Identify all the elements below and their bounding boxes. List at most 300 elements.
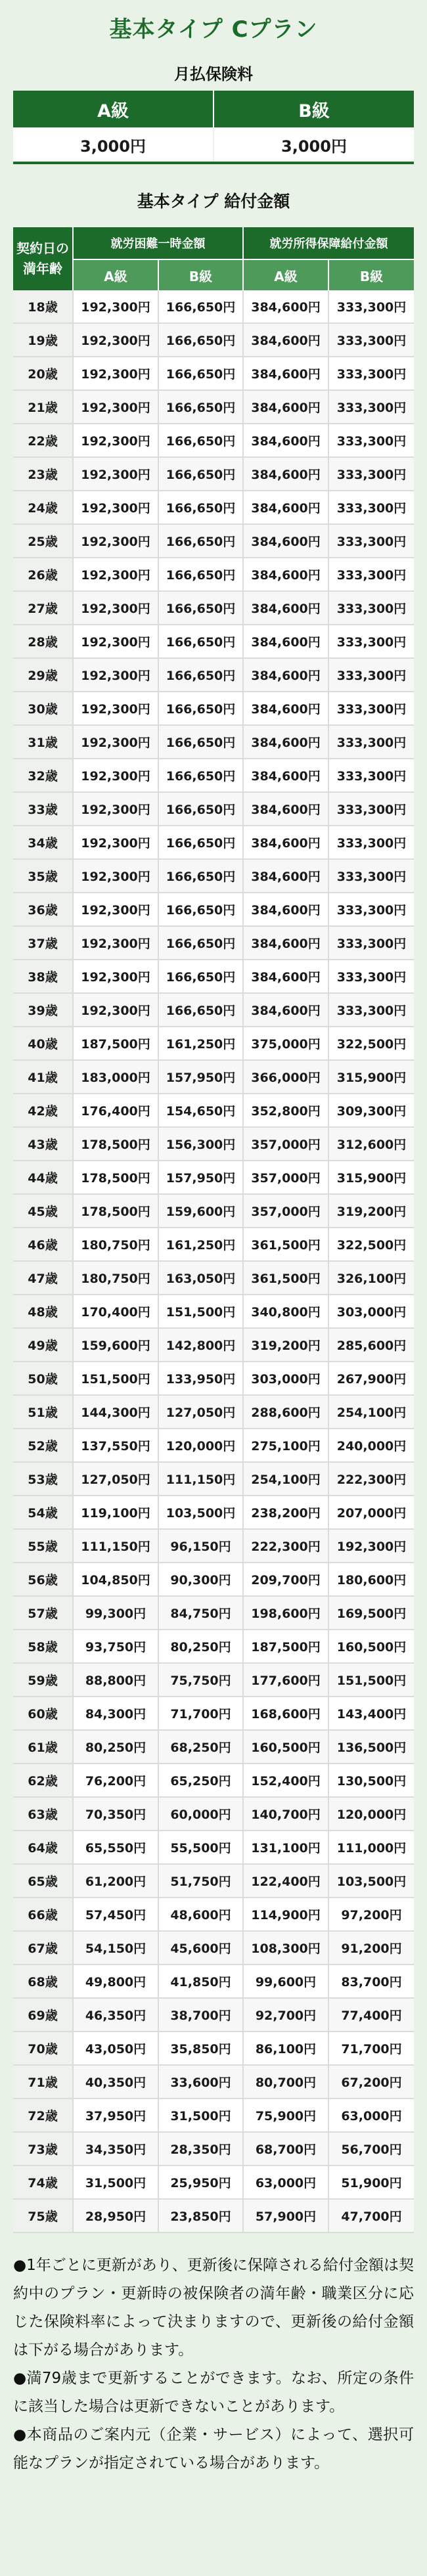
amount-cell: 51,900円 (329, 2166, 414, 2200)
age-cell: 75歳 (13, 2200, 74, 2233)
table-row (13, 1128, 414, 1161)
amount-cell: 60,000円 (159, 1798, 244, 1831)
amount-cell: 63,000円 (329, 2099, 414, 2133)
amount-cell: 57,450円 (74, 1898, 159, 1932)
amount-cell: 159,600円 (159, 1195, 244, 1228)
note-plan-selection: ●本商品のご案内元（企業・サービス）によって、選択可能なプランが指定されている場合があります。 (13, 2426, 414, 2472)
amount-cell: 333,300円 (329, 793, 414, 826)
age-cell: 36歳 (13, 893, 74, 927)
age-cell: 29歳 (13, 659, 74, 692)
amount-cell: 176,400円 (74, 1094, 159, 1128)
table-row (13, 927, 414, 960)
amount-cell: 130,500円 (329, 1764, 414, 1798)
amount-cell: 180,600円 (329, 1563, 414, 1597)
table-row (13, 1463, 414, 1496)
age-cell: 73歳 (13, 2133, 74, 2166)
table-row (13, 525, 414, 558)
amount-cell: 183,000円 (74, 1061, 159, 1094)
age-cell: 74歳 (13, 2166, 74, 2200)
amount-cell: 303,000円 (329, 1295, 414, 1329)
amount-cell: 133,950円 (159, 1362, 244, 1396)
amount-cell: 83,700円 (329, 1965, 414, 1999)
amount-cell: 192,300円 (74, 491, 159, 525)
amount-cell: 76,200円 (74, 1764, 159, 1798)
age-cell: 65歳 (13, 1865, 74, 1898)
table-row (13, 1597, 414, 1630)
amount-cell: 46,350円 (74, 1999, 159, 2032)
amount-cell: 151,500円 (159, 1295, 244, 1329)
sub-header-lump-b: B級 (159, 259, 244, 290)
amount-cell: 166,650円 (159, 424, 244, 458)
table-row (13, 793, 414, 826)
age-cell: 51歳 (13, 1396, 74, 1429)
amount-cell: 384,600円 (244, 793, 329, 826)
amount-cell: 99,300円 (74, 1597, 159, 1630)
amount-cell: 120,000円 (329, 1798, 414, 1831)
amount-cell: 166,650円 (159, 458, 244, 491)
table-row (13, 2166, 414, 2200)
benefit-rows (13, 290, 414, 2233)
amount-cell: 65,250円 (159, 1764, 244, 1798)
amount-cell: 340,800円 (244, 1295, 329, 1329)
table-row (13, 558, 414, 592)
table-row (13, 1228, 414, 1262)
amount-cell: 67,200円 (329, 2066, 414, 2099)
amount-cell: 143,400円 (329, 1697, 414, 1731)
amount-cell: 333,300円 (329, 458, 414, 491)
age-cell: 30歳 (13, 692, 74, 726)
table-row (13, 1262, 414, 1295)
amount-cell: 384,600円 (244, 424, 329, 458)
amount-cell: 136,500円 (329, 1731, 414, 1764)
amount-cell: 384,600円 (244, 994, 329, 1027)
amount-cell: 65,550円 (74, 1831, 159, 1865)
age-header-label: 契約日の満年齢 (16, 240, 69, 277)
amount-cell: 80,700円 (244, 2066, 329, 2099)
notes (0, 2252, 427, 2477)
amount-cell: 166,650円 (159, 625, 244, 659)
amount-cell: 170,400円 (74, 1295, 159, 1329)
table-row (13, 860, 414, 893)
amount-cell: 326,100円 (329, 1262, 414, 1295)
amount-cell: 96,150円 (159, 1530, 244, 1563)
age-cell: 43歳 (13, 1128, 74, 1161)
age-cell: 22歳 (13, 424, 74, 458)
group-header-lump-sum: 就労困難一時金額 (74, 227, 244, 259)
table-row (13, 1362, 414, 1396)
age-cell: 54歳 (13, 1496, 74, 1530)
table-row (13, 625, 414, 659)
amount-cell: 166,650円 (159, 391, 244, 424)
amount-cell: 56,700円 (329, 2133, 414, 2166)
amount-cell: 166,650円 (159, 290, 244, 324)
amount-cell: 127,050円 (74, 1463, 159, 1496)
amount-cell: 55,500円 (159, 1831, 244, 1865)
age-cell: 41歳 (13, 1061, 74, 1094)
amount-cell: 151,500円 (329, 1664, 414, 1697)
amount-cell: 238,200円 (244, 1496, 329, 1530)
age-cell: 26歳 (13, 558, 74, 592)
amount-cell: 144,300円 (74, 1396, 159, 1429)
amount-cell: 288,600円 (244, 1396, 329, 1429)
amount-cell: 384,600円 (244, 525, 329, 558)
amount-cell: 192,300円 (74, 324, 159, 357)
amount-cell: 384,600円 (244, 692, 329, 726)
amount-cell: 166,650円 (159, 659, 244, 692)
table-row (13, 692, 414, 726)
amount-cell: 71,700円 (159, 1697, 244, 1731)
age-cell: 46歳 (13, 1228, 74, 1262)
table-row (13, 1831, 414, 1865)
amount-cell: 159,600円 (74, 1329, 159, 1362)
amount-cell: 34,350円 (74, 2133, 159, 2166)
amount-cell: 384,600円 (244, 357, 329, 391)
note-max-age: ●満79歳まで更新することができます。なお、所定の条件に該当した場合は更新できないことがあります。 (13, 2370, 414, 2415)
age-cell: 70歳 (13, 2032, 74, 2066)
amount-cell: 57,900円 (244, 2200, 329, 2233)
amount-cell: 161,250円 (159, 1228, 244, 1262)
amount-cell: 384,600円 (244, 927, 329, 960)
amount-cell: 28,950円 (74, 2200, 159, 2233)
amount-cell: 357,000円 (244, 1128, 329, 1161)
amount-cell: 192,300円 (74, 793, 159, 826)
amount-cell: 23,850円 (159, 2200, 244, 2233)
amount-cell: 384,600円 (244, 893, 329, 927)
table-row (13, 1094, 414, 1128)
age-cell: 35歳 (13, 860, 74, 893)
amount-cell: 333,300円 (329, 759, 414, 793)
age-cell: 31歳 (13, 726, 74, 759)
amount-cell: 333,300円 (329, 324, 414, 357)
amount-cell: 384,600円 (244, 860, 329, 893)
amount-cell: 192,300円 (74, 860, 159, 893)
amount-cell: 333,300円 (329, 860, 414, 893)
amount-cell: 333,300円 (329, 592, 414, 625)
table-row (13, 893, 414, 927)
sub-header-lump-a: A級 (74, 259, 159, 290)
table-row (13, 424, 414, 458)
table-row (13, 1664, 414, 1697)
benefit-table (13, 227, 414, 2233)
amount-cell: 168,600円 (244, 1697, 329, 1731)
table-row (13, 1697, 414, 1731)
amount-cell: 111,150円 (159, 1463, 244, 1496)
table-row (13, 1764, 414, 1798)
table-row (13, 2066, 414, 2099)
sub-header-income-a: A級 (244, 259, 329, 290)
age-cell: 38歳 (13, 960, 74, 994)
amount-cell: 192,300円 (74, 424, 159, 458)
amount-cell: 322,500円 (329, 1027, 414, 1061)
amount-cell: 90,300円 (159, 1563, 244, 1597)
age-cell: 32歳 (13, 759, 74, 793)
table-row (13, 826, 414, 860)
age-cell: 25歳 (13, 525, 74, 558)
amount-cell: 333,300円 (329, 927, 414, 960)
amount-cell: 333,300円 (329, 491, 414, 525)
amount-cell: 152,400円 (244, 1764, 329, 1798)
amount-cell: 68,250円 (159, 1731, 244, 1764)
amount-cell: 160,500円 (244, 1731, 329, 1764)
amount-cell: 192,300円 (74, 759, 159, 793)
amount-cell: 160,500円 (329, 1630, 414, 1664)
amount-cell: 187,500円 (244, 1630, 329, 1664)
age-cell: 24歳 (13, 491, 74, 525)
amount-cell: 119,100円 (74, 1496, 159, 1530)
age-cell: 59歳 (13, 1664, 74, 1697)
amount-cell: 319,200円 (244, 1329, 329, 1362)
age-cell: 56歳 (13, 1563, 74, 1597)
amount-cell: 333,300円 (329, 558, 414, 592)
table-row (13, 1429, 414, 1463)
amount-cell: 192,300円 (74, 357, 159, 391)
amount-cell: 92,700円 (244, 1999, 329, 2032)
amount-cell: 192,300円 (74, 927, 159, 960)
amount-cell: 166,650円 (159, 726, 244, 759)
age-cell: 48歳 (13, 1295, 74, 1329)
age-cell: 50歳 (13, 1362, 74, 1396)
amount-cell: 384,600円 (244, 391, 329, 424)
amount-cell: 61,200円 (74, 1865, 159, 1898)
table-row (13, 2099, 414, 2133)
age-cell: 58歳 (13, 1630, 74, 1664)
age-cell: 20歳 (13, 357, 74, 391)
amount-cell: 166,650円 (159, 960, 244, 994)
amount-cell: 166,650円 (159, 357, 244, 391)
amount-cell: 187,500円 (74, 1027, 159, 1061)
table-row (13, 1898, 414, 1932)
amount-cell: 384,600円 (244, 759, 329, 793)
amount-cell: 43,050円 (74, 2032, 159, 2066)
amount-cell: 33,600円 (159, 2066, 244, 2099)
amount-cell: 111,000円 (329, 1831, 414, 1865)
amount-cell: 25,950円 (159, 2166, 244, 2200)
age-header (13, 227, 74, 290)
age-cell: 71歳 (13, 2066, 74, 2099)
amount-cell: 38,700円 (159, 1999, 244, 2032)
amount-cell: 103,500円 (159, 1496, 244, 1530)
amount-cell: 75,900円 (244, 2099, 329, 2133)
amount-cell: 333,300円 (329, 994, 414, 1027)
table-row (13, 994, 414, 1027)
age-cell: 64歳 (13, 1831, 74, 1865)
amount-cell: 48,600円 (159, 1898, 244, 1932)
table-row (13, 1061, 414, 1094)
table-row (13, 1295, 414, 1329)
amount-cell: 366,000円 (244, 1061, 329, 1094)
amount-cell: 207,000円 (329, 1496, 414, 1530)
amount-cell: 384,600円 (244, 491, 329, 525)
age-cell: 42歳 (13, 1094, 74, 1128)
amount-cell: 88,800円 (74, 1664, 159, 1697)
amount-cell: 86,100円 (244, 2032, 329, 2066)
amount-cell: 352,800円 (244, 1094, 329, 1128)
age-cell: 52歳 (13, 1429, 74, 1463)
amount-cell: 63,000円 (244, 2166, 329, 2200)
table-row (13, 592, 414, 625)
amount-cell: 384,600円 (244, 592, 329, 625)
amount-cell: 80,250円 (159, 1630, 244, 1664)
amount-cell: 192,300円 (74, 592, 159, 625)
table-row (13, 1999, 414, 2032)
age-cell: 23歳 (13, 458, 74, 491)
amount-cell: 71,700円 (329, 2032, 414, 2066)
table-row (13, 2133, 414, 2166)
amount-cell: 361,500円 (244, 1228, 329, 1262)
amount-cell: 192,300円 (74, 659, 159, 692)
age-cell: 45歳 (13, 1195, 74, 1228)
amount-cell: 361,500円 (244, 1262, 329, 1295)
amount-cell: 192,300円 (74, 625, 159, 659)
amount-cell: 131,100円 (244, 1831, 329, 1865)
age-cell: 44歳 (13, 1161, 74, 1195)
amount-cell: 120,000円 (159, 1429, 244, 1463)
table-row (13, 1865, 414, 1898)
amount-cell: 178,500円 (74, 1195, 159, 1228)
amount-cell: 122,400円 (244, 1865, 329, 1898)
amount-cell: 154,650円 (159, 1094, 244, 1128)
amount-cell: 93,750円 (74, 1630, 159, 1664)
table-row (13, 324, 414, 357)
amount-cell: 104,850円 (74, 1563, 159, 1597)
amount-cell: 140,700円 (244, 1798, 329, 1831)
amount-cell: 137,550円 (74, 1429, 159, 1463)
age-cell: 33歳 (13, 793, 74, 826)
amount-cell: 333,300円 (329, 960, 414, 994)
amount-cell: 333,300円 (329, 391, 414, 424)
amount-cell: 333,300円 (329, 290, 414, 324)
amount-cell: 84,300円 (74, 1697, 159, 1731)
amount-cell: 166,650円 (159, 525, 244, 558)
table-row (13, 1496, 414, 1530)
amount-cell: 209,700円 (244, 1563, 329, 1597)
table-row (13, 1563, 414, 1597)
amount-cell: 192,300円 (74, 458, 159, 491)
age-cell: 27歳 (13, 592, 74, 625)
amount-cell: 375,000円 (244, 1027, 329, 1061)
amount-cell: 309,300円 (329, 1094, 414, 1128)
table-row (13, 659, 414, 692)
age-cell: 34歳 (13, 826, 74, 860)
amount-cell: 312,600円 (329, 1128, 414, 1161)
group-header-income: 就労所得保障給付金額 (244, 227, 414, 259)
amount-cell: 97,200円 (329, 1898, 414, 1932)
table-row (13, 1195, 414, 1228)
table-row (13, 1027, 414, 1061)
premium-header-b: B級 (214, 91, 414, 127)
amount-cell: 254,100円 (329, 1396, 414, 1429)
age-cell: 67歳 (13, 1932, 74, 1965)
age-cell: 40歳 (13, 1027, 74, 1061)
age-cell: 55歳 (13, 1530, 74, 1563)
table-row (13, 1965, 414, 1999)
amount-cell: 180,750円 (74, 1262, 159, 1295)
age-cell: 39歳 (13, 994, 74, 1027)
amount-cell: 357,000円 (244, 1161, 329, 1195)
amount-cell: 114,900円 (244, 1898, 329, 1932)
age-cell: 68歳 (13, 1965, 74, 1999)
amount-cell: 285,600円 (329, 1329, 414, 1362)
amount-cell: 192,300円 (329, 1530, 414, 1563)
amount-cell: 198,600円 (244, 1597, 329, 1630)
amount-cell: 357,000円 (244, 1195, 329, 1228)
table-row (13, 458, 414, 491)
amount-cell: 384,600円 (244, 290, 329, 324)
amount-cell: 166,650円 (159, 860, 244, 893)
amount-cell: 333,300円 (329, 625, 414, 659)
amount-cell: 333,300円 (329, 659, 414, 692)
amount-cell: 166,650円 (159, 927, 244, 960)
amount-cell: 166,650円 (159, 592, 244, 625)
amount-cell: 166,650円 (159, 324, 244, 357)
table-row (13, 1530, 414, 1563)
age-cell: 18歳 (13, 290, 74, 324)
amount-cell: 384,600円 (244, 726, 329, 759)
amount-cell: 111,150円 (74, 1530, 159, 1563)
amount-cell: 384,600円 (244, 826, 329, 860)
sub-header-income-b: B級 (329, 259, 414, 290)
amount-cell: 384,600円 (244, 324, 329, 357)
table-row (13, 1329, 414, 1362)
amount-cell: 157,950円 (159, 1061, 244, 1094)
amount-cell: 222,300円 (329, 1463, 414, 1496)
amount-cell: 319,200円 (329, 1195, 414, 1228)
age-cell: 53歳 (13, 1463, 74, 1496)
amount-cell: 35,850円 (159, 2032, 244, 2066)
amount-cell: 103,500円 (329, 1865, 414, 1898)
table-row (13, 726, 414, 759)
amount-cell: 192,300円 (74, 826, 159, 860)
amount-cell: 384,600円 (244, 558, 329, 592)
amount-cell: 333,300円 (329, 424, 414, 458)
age-cell: 47歳 (13, 1262, 74, 1295)
amount-cell: 127,050円 (159, 1396, 244, 1429)
amount-cell: 166,650円 (159, 558, 244, 592)
table-row (13, 2032, 414, 2066)
table-row (13, 2200, 414, 2233)
table-row (13, 1161, 414, 1195)
table-row (13, 759, 414, 793)
amount-cell: 166,650円 (159, 793, 244, 826)
table-row (13, 1731, 414, 1764)
age-cell: 37歳 (13, 927, 74, 960)
amount-cell: 151,500円 (74, 1362, 159, 1396)
table-row (13, 391, 414, 424)
amount-cell: 166,650円 (159, 826, 244, 860)
amount-cell: 384,600円 (244, 659, 329, 692)
amount-cell: 47,700円 (329, 2200, 414, 2233)
amount-cell: 163,050円 (159, 1262, 244, 1295)
amount-cell: 333,300円 (329, 826, 414, 860)
amount-cell: 192,300円 (74, 558, 159, 592)
amount-cell: 192,300円 (74, 994, 159, 1027)
amount-cell: 333,300円 (329, 893, 414, 927)
age-cell: 63歳 (13, 1798, 74, 1831)
amount-cell: 169,500円 (329, 1597, 414, 1630)
amount-cell: 275,100円 (244, 1429, 329, 1463)
table-row (13, 357, 414, 391)
amount-cell: 80,250円 (74, 1731, 159, 1764)
benefit-title: 基本タイプ 給付金額 (137, 192, 290, 211)
table-row (13, 1932, 414, 1965)
age-cell: 57歳 (13, 1597, 74, 1630)
amount-cell: 91,200円 (329, 1932, 414, 1965)
table-row (13, 290, 414, 324)
amount-cell: 177,600円 (244, 1664, 329, 1697)
amount-cell: 303,000円 (244, 1362, 329, 1396)
age-cell: 60歳 (13, 1697, 74, 1731)
amount-cell: 77,400円 (329, 1999, 414, 2032)
